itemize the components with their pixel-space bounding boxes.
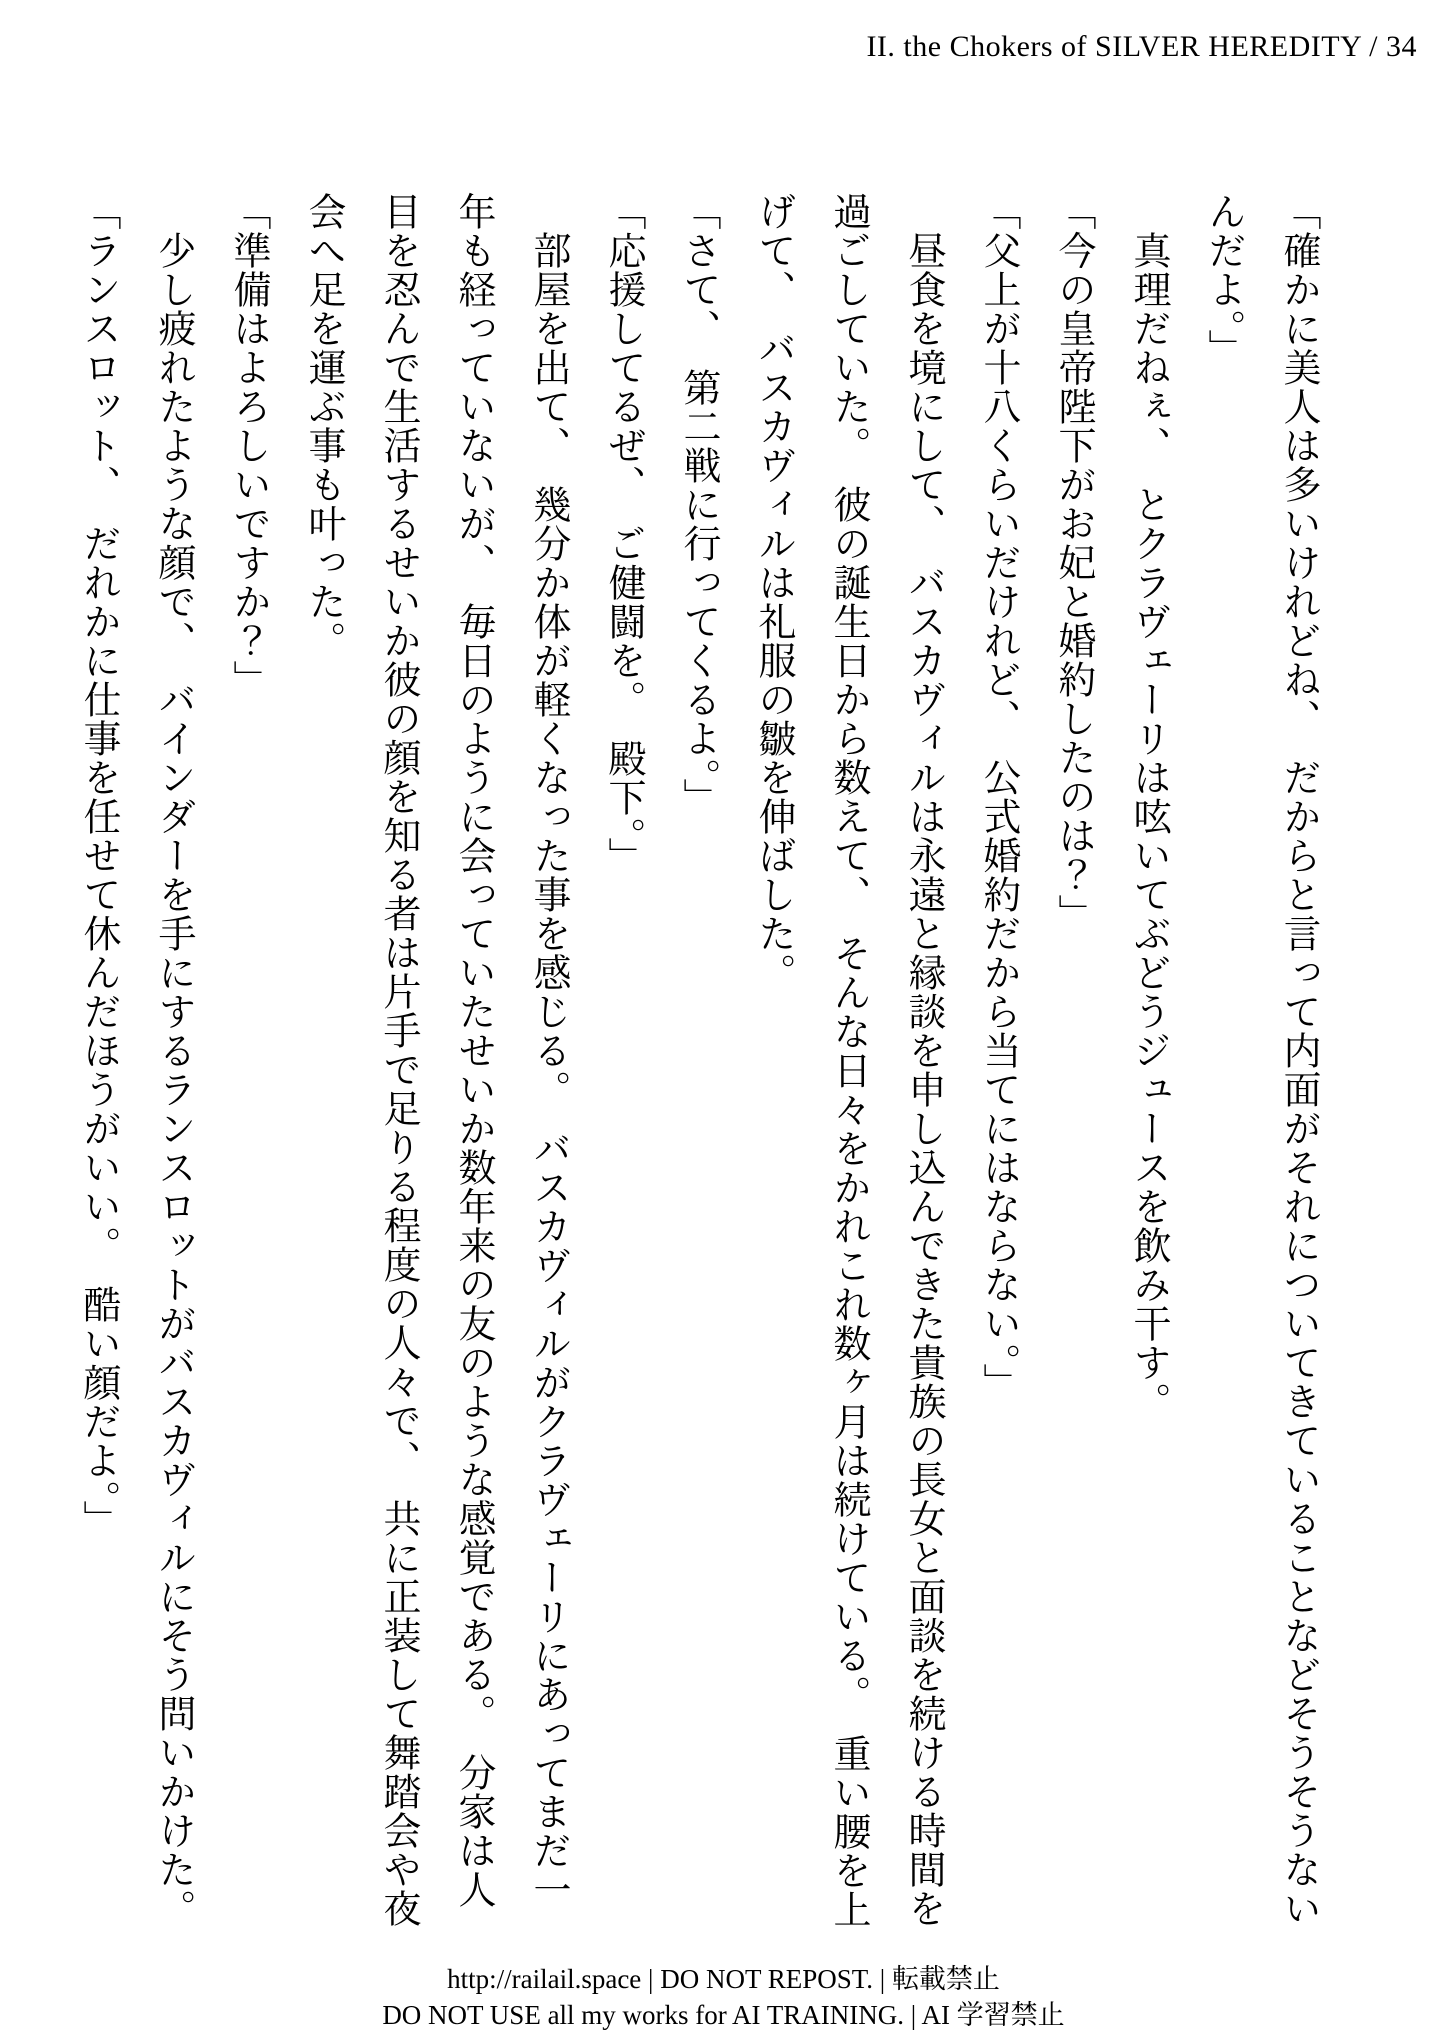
paragraph: 「さて、 第二戦に行ってくるよ。」: [677, 192, 719, 817]
paragraph: 「確かに美人は多いけれどね、 だからと言って内面がそれについてきていることなどそうそうないんだよ。」: [1202, 192, 1319, 1928]
paragraph: 少し疲れたような顔で、 バインダーを手にするランスロットがバスカヴィルにそう問いかけた。: [152, 192, 194, 1928]
paragraph: 「父上が十八くらいだけれど、 公式婚約だから当てにはならない。」: [977, 192, 1019, 1402]
footer-repost-notice: http://railail.space | DO NOT REPOST. | 転載禁止: [447, 1964, 1000, 1994]
paragraph: 「今の皇帝陛下がお妃と婚約したのは？」: [1052, 192, 1094, 933]
paragraph: 昼食を境にして、 バスカヴィルは永遠と縁談を申し込んできた貴族の長女と面談を続ける時間を過ごしていた。 彼の誕生日から数えて、 そんな日々をかれこれ数ヶ月は続けている。 重い腰を上げて、 バスカヴィルは礼服の皺を伸ばした。: [752, 192, 944, 1929]
copyright-footer: [0, 1961, 1447, 2033]
paragraph: 「応援してるぜ、 ご健闘を。 殿下。」: [602, 192, 644, 876]
paragraph: 「ランスロット、 だれかに仕事を任せて休んだほうがいい。 酷い顔だよ。」: [77, 192, 119, 1539]
paragraph: 真理だねぇ、 とクラヴェーリは呟いてぶどうジュースを飲み干す。: [1127, 192, 1169, 1421]
novel-text-block: [45, 192, 1335, 1942]
footer-ai-training-notice: DO NOT USE all my works for AI TRAINING. | AI 学習禁止: [382, 2000, 1065, 2030]
paragraph: 「準備はよろしいですか？」: [227, 192, 269, 699]
chapter-title-and-page-number: II. the Chokers of SILVER HEREDITY / 34: [866, 30, 1417, 63]
paragraph: 部屋を出て、 幾分か体が軽くなった事を感じる。 バスカヴィルがクラヴェーリにあってまだ一年も経っていないが、 毎日のように会っていたせいか数年来の友のような感覚である。 分家は人目を忍んで生活するせいか彼の顔を知る者は片手で足りる程度の人々で、 共に正装して舞踏会や夜会へ足を運ぶ事も叶った。: [302, 192, 569, 1928]
chapter-header: [866, 30, 1417, 64]
